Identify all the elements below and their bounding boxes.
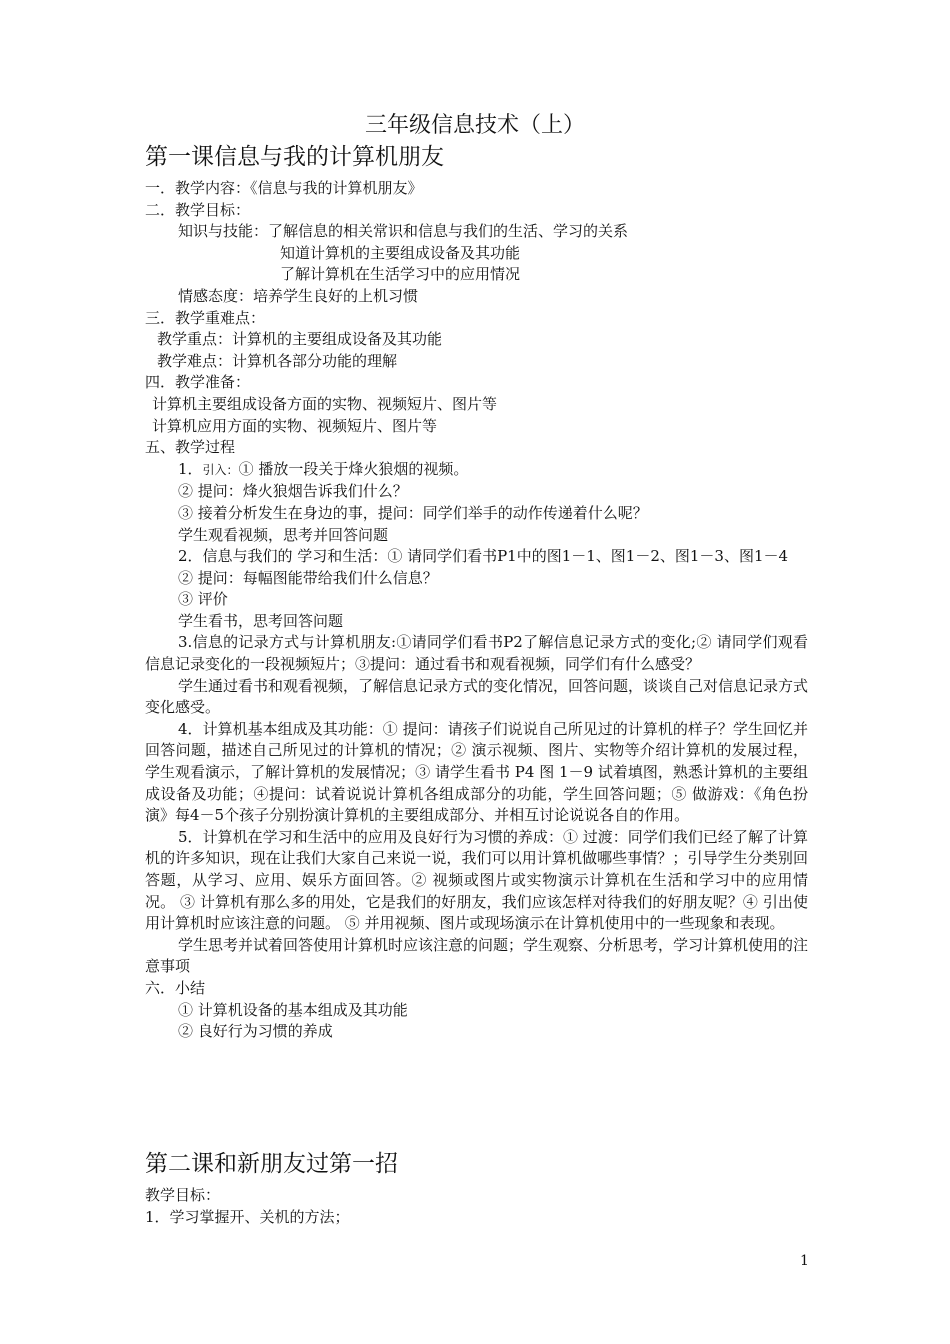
step1-question: ② 提问：烽火狼烟告诉我们什么？ [178,482,408,501]
step3-students: 学生通过看书和观看视频，了解信息记录方式的变化情况，回答问题，谈谈自己对信息记录方式变化感受。 [145,676,809,717]
step2-evaluate: ③ 评价 [178,590,228,609]
goal-emotion: 情感态度：培养学生良好的上机习惯 [178,286,419,305]
step1-intro-label: 引入： [202,462,239,477]
difficult-point: 教学难点：计算机各部分功能的理解 [157,351,398,370]
step1-line [145,459,808,482]
lesson2-body [145,1185,808,1228]
lesson2-goals-heading: 教学目标： [145,1186,221,1204]
summary-heading: 六．小结 [145,978,206,997]
step1-analysis: ③ 接着分析发生在身边的事，提问：同学们举手的动作传递着什么呢？ [178,503,648,522]
lesson2-goal-1: 1．学习掌握开、关机的方法； [145,1207,350,1226]
process-heading: 五、教学过程 [145,438,236,457]
preparation-heading: 四．教学准备： [145,373,251,392]
goal-knowledge: 知识与技能：了解信息的相关常识和信息与我们的生活、学习的关系 [178,222,629,241]
lesson2-heading: 第二课和新朋友过第一招 [145,1151,398,1177]
step1-students: 学生观看视频，思考并回答问题 [178,525,389,544]
summary-item-1: ① 计算机设备的基本组成及其功能 [178,1000,408,1019]
page-number: 1 [800,1253,809,1269]
goal-knowledge-2: 知道计算机的主要组成设备及其功能 [280,243,521,262]
key-point: 教学重点：计算机的主要组成设备及其功能 [157,330,443,349]
teaching-content: 一．教学内容：《信息与我的计算机朋友》 [145,179,423,197]
step5-paragraph: 5．计算机在学习和生活中的应用及良好行为习惯的养成：① 过渡：同学们我们已经了解了计算机的许多知识，现在让我们大家自己来说一说，我们可以用计算机做哪些事情？；引导学生分类别回答题，从学习、应用、娱乐方面回答。② 视频或图片或实物演示计算机在生活和学习中的应用情况。 ③ 计算机有那么多的用处，它是我们的好朋友，我们应该怎样对待我们的好朋友呢？④ 引出使用计算机时应该注意的问题。 ⑤ 并用视频、图片或现场演示在计算机使用中的一些现象和表现。 [145,827,808,933]
teaching-goals-heading: 二．教学目标： [145,200,251,219]
step2-paragraph: 2．信息与我们的 学习和生活：① 请同学们看书P1中的图1－1、图1－2、图1－3、图1－4 [178,547,789,566]
key-difficult-heading: 三．教学重难点： [145,308,266,327]
lesson1-body [145,178,808,1043]
document-title: 三年级信息技术（上） [364,113,585,138]
step4-paragraph: 4．计算机基本组成及其功能：① 提问：请孩子们说说自己所见过的计算机的样子？学生回忆并回答问题，描述自己所见过的计算机的情况；② 演示视频、图片、实物等介绍计算机的发展过程，学生观看演示，了解计算机的发展情况；③ 请学生看书 P4 图 1－9 试着填图，熟悉计算机的主要组成设备及功能；④提问：试着说说计算机各组成部分的功能，学生回答问题；⑤ 做游戏：《角色扮演》每4－5个孩子分别扮演计算机的主要组成部分、并相互讨论说说各自的作用。 [145,719,808,825]
step1-text: ① 播放一段关于烽火狼烟的视频。 [238,459,469,478]
step3-paragraph: 3.信息的记录方式与计算机朋友:①请同学们看书P2了解信息记录方式的变化;② 请同学们观看信息记录变化的一段视频短片；③提问：通过看书和观看视频，同学们有什么感受？ [145,633,808,674]
step1-number: 1． [178,459,203,478]
preparation-item-2: 计算机应用方面的实物、视频短片、图片等 [152,416,438,435]
step2-students: 学生看书，思考回答问题 [178,611,344,630]
lesson1-heading: 第一课信息与我的计算机朋友 [145,144,444,170]
step5-students: 学生思考并试着回答使用计算机时应该注意的问题；学生观察、分析思考，学习计算机使用的注意事项 [145,935,809,976]
goal-knowledge-3: 了解计算机在生活学习中的应用情况 [280,265,521,284]
preparation-item-1: 计算机主要组成设备方面的实物、视频短片、图片等 [152,394,498,413]
summary-item-2: ② 良好行为习惯的养成 [178,1022,333,1041]
step2-question: ② 提问：每幅图能带给我们什么信息？ [178,568,438,587]
